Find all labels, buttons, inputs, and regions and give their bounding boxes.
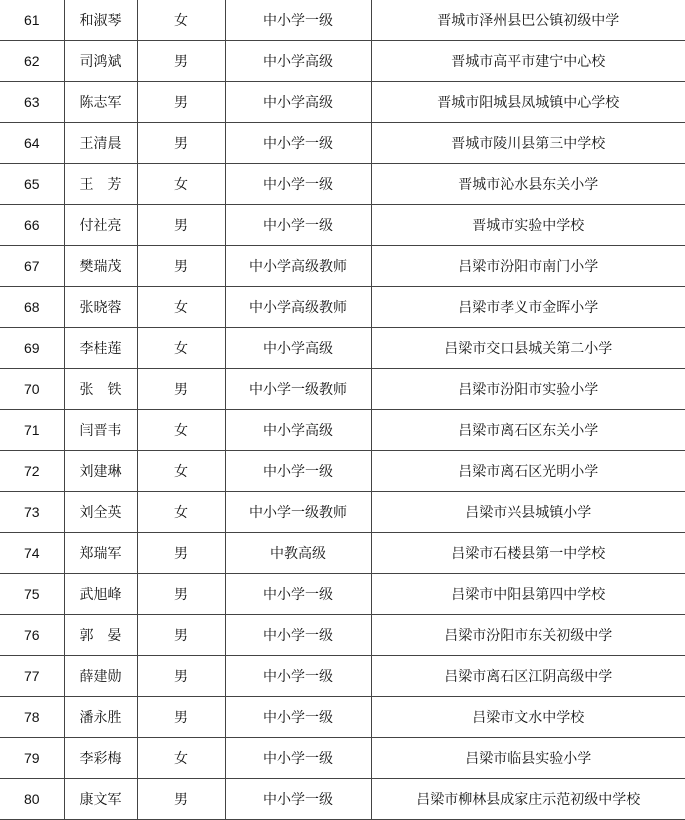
cell-school: 吕梁市文水中学校 — [371, 697, 685, 738]
table-row — [0, 0, 685, 41]
cell-school: 晋城市实验中学校 — [371, 205, 685, 246]
cell-school: 晋城市阳城县凤城镇中心学校 — [371, 82, 685, 123]
cell-gender: 男 — [137, 246, 225, 287]
cell-name: 张 铁 — [64, 369, 137, 410]
table-row — [0, 205, 685, 246]
cell-gender: 女 — [137, 738, 225, 779]
cell-name: 郑瑞军 — [64, 533, 137, 574]
cell-school: 吕梁市汾阳市实验小学 — [371, 369, 685, 410]
cell-name: 武旭峰 — [64, 574, 137, 615]
cell-name: 薛建勋 — [64, 656, 137, 697]
cell-name: 王 芳 — [64, 164, 137, 205]
table-row — [0, 533, 685, 574]
cell-school: 吕梁市临县实验小学 — [371, 738, 685, 779]
cell-title: 中小学高级教师 — [225, 246, 371, 287]
table-row — [0, 779, 685, 820]
table-row — [0, 615, 685, 656]
cell-number: 64 — [0, 123, 64, 164]
cell-number: 74 — [0, 533, 64, 574]
cell-title: 中小学一级教师 — [225, 369, 371, 410]
cell-school: 吕梁市离石区东关小学 — [371, 410, 685, 451]
cell-school: 晋城市陵川县第三中学校 — [371, 123, 685, 164]
table-row — [0, 410, 685, 451]
cell-name: 闫晋韦 — [64, 410, 137, 451]
table-row — [0, 492, 685, 533]
cell-title: 中小学一级 — [225, 205, 371, 246]
cell-name: 李桂莲 — [64, 328, 137, 369]
cell-school: 吕梁市中阳县第四中学校 — [371, 574, 685, 615]
cell-gender: 女 — [137, 451, 225, 492]
cell-name: 和淑琴 — [64, 0, 137, 41]
cell-title: 中小学高级 — [225, 82, 371, 123]
cell-gender: 女 — [137, 328, 225, 369]
table-row — [0, 369, 685, 410]
cell-number: 69 — [0, 328, 64, 369]
cell-school: 晋城市泽州县巴公镇初级中学 — [371, 0, 685, 41]
cell-gender: 男 — [137, 205, 225, 246]
cell-title: 中教高级 — [225, 533, 371, 574]
cell-gender: 男 — [137, 615, 225, 656]
cell-title: 中小学一级 — [225, 0, 371, 41]
cell-number: 75 — [0, 574, 64, 615]
cell-name: 潘永胜 — [64, 697, 137, 738]
cell-title: 中小学高级 — [225, 41, 371, 82]
cell-number: 79 — [0, 738, 64, 779]
table-row — [0, 82, 685, 123]
cell-number: 63 — [0, 82, 64, 123]
cell-number: 76 — [0, 615, 64, 656]
table-row — [0, 164, 685, 205]
cell-name: 樊瑞茂 — [64, 246, 137, 287]
cell-title: 中小学高级教师 — [225, 287, 371, 328]
cell-name: 王清晨 — [64, 123, 137, 164]
cell-gender: 女 — [137, 0, 225, 41]
cell-school: 吕梁市汾阳市东关初级中学 — [371, 615, 685, 656]
cell-number: 71 — [0, 410, 64, 451]
cell-title: 中小学一级 — [225, 615, 371, 656]
cell-title: 中小学高级 — [225, 328, 371, 369]
cell-title: 中小学一级 — [225, 779, 371, 820]
cell-number: 62 — [0, 41, 64, 82]
cell-name: 张晓蓉 — [64, 287, 137, 328]
cell-gender: 男 — [137, 656, 225, 697]
cell-name: 付社亮 — [64, 205, 137, 246]
cell-number: 65 — [0, 164, 64, 205]
cell-gender: 男 — [137, 533, 225, 574]
cell-title: 中小学一级 — [225, 738, 371, 779]
cell-name: 郭 晏 — [64, 615, 137, 656]
cell-name: 李彩梅 — [64, 738, 137, 779]
cell-school: 吕梁市兴县城镇小学 — [371, 492, 685, 533]
cell-number: 80 — [0, 779, 64, 820]
cell-gender: 男 — [137, 123, 225, 164]
cell-school: 吕梁市汾阳市南门小学 — [371, 246, 685, 287]
cell-gender: 女 — [137, 164, 225, 205]
cell-title: 中小学一级教师 — [225, 492, 371, 533]
cell-title: 中小学一级 — [225, 451, 371, 492]
cell-school: 晋城市沁水县东关小学 — [371, 164, 685, 205]
cell-gender: 男 — [137, 697, 225, 738]
cell-title: 中小学一级 — [225, 697, 371, 738]
cell-name: 司鸿斌 — [64, 41, 137, 82]
table-row — [0, 287, 685, 328]
cell-gender: 男 — [137, 369, 225, 410]
cell-number: 72 — [0, 451, 64, 492]
cell-gender: 女 — [137, 492, 225, 533]
cell-school: 吕梁市石楼县第一中学校 — [371, 533, 685, 574]
cell-gender: 男 — [137, 41, 225, 82]
cell-gender: 男 — [137, 82, 225, 123]
cell-title: 中小学一级 — [225, 123, 371, 164]
cell-gender: 男 — [137, 779, 225, 820]
cell-name: 康文军 — [64, 779, 137, 820]
table-row — [0, 656, 685, 697]
table-row — [0, 328, 685, 369]
cell-gender: 男 — [137, 574, 225, 615]
cell-name: 刘建琳 — [64, 451, 137, 492]
cell-school: 吕梁市孝义市金晖小学 — [371, 287, 685, 328]
table-row — [0, 451, 685, 492]
cell-name: 陈志军 — [64, 82, 137, 123]
cell-number: 61 — [0, 0, 64, 41]
table-row — [0, 697, 685, 738]
cell-title: 中小学一级 — [225, 574, 371, 615]
table-row — [0, 574, 685, 615]
table-row — [0, 41, 685, 82]
table-row — [0, 246, 685, 287]
cell-number: 68 — [0, 287, 64, 328]
cell-school: 吕梁市交口县城关第二小学 — [371, 328, 685, 369]
cell-name: 刘全英 — [64, 492, 137, 533]
cell-number: 70 — [0, 369, 64, 410]
cell-title: 中小学一级 — [225, 656, 371, 697]
cell-number: 67 — [0, 246, 64, 287]
cell-number: 78 — [0, 697, 64, 738]
cell-title: 中小学一级 — [225, 164, 371, 205]
cell-gender: 女 — [137, 287, 225, 328]
cell-number: 77 — [0, 656, 64, 697]
cell-school: 吕梁市离石区江阴高级中学 — [371, 656, 685, 697]
cell-school: 吕梁市离石区光明小学 — [371, 451, 685, 492]
table-row — [0, 123, 685, 164]
cell-school: 晋城市高平市建宁中心校 — [371, 41, 685, 82]
cell-number: 73 — [0, 492, 64, 533]
table-row — [0, 738, 685, 779]
cell-school: 吕梁市柳林县成家庄示范初级中学校 — [371, 779, 685, 820]
cell-gender: 女 — [137, 410, 225, 451]
cell-title: 中小学高级 — [225, 410, 371, 451]
cell-number: 66 — [0, 205, 64, 246]
